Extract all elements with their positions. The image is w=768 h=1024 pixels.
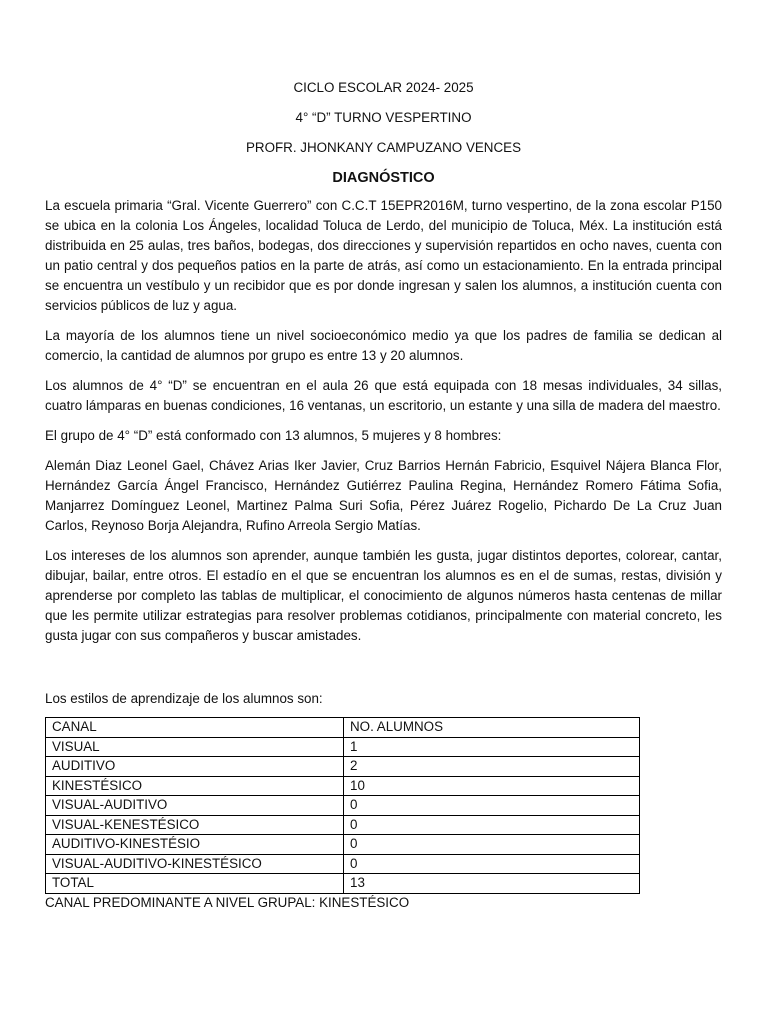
- learning-styles-table: [45, 717, 640, 894]
- table-header-cell: CANAL: [46, 718, 344, 738]
- table-cell-count: 2: [344, 757, 640, 777]
- paragraph-socioeconomic: La mayoría de los alumnos tiene un nivel socioeconómico medio ya que los padres de familia se dedican al comercio, la cantidad de alumnos por grupo es entre 13 y 20 alumnos.: [45, 328, 722, 363]
- table-row: [46, 737, 640, 757]
- table-cell-canal: VISUAL-KENESTÉSICO: [46, 815, 344, 835]
- paragraph-school-description: La escuela primaria “Gral. Vicente Guerrero” con C.C.T 15EPR2016M, turno vespertino, de la zona escolar P150 se ubica en la colonia Los Ángeles, localidad Toluca de Lerdo, del municipio de Toluca, Méx. La institución está distribuida en 25 aulas, tres baños, bodegas, dos direcciones y supervisión repartidos en ocho naves, cuenta con un patio central y dos pequeños patios en la parte de atrás, así como un estacionamiento. En la entrada principal se encuentra un vestíbulo y un recibidor que es por donde ingresan y salen los alumnos, a institución cuenta con servicios públicos de luz y agua.: [45, 198, 722, 313]
- table-row: [46, 757, 640, 777]
- table-row: [46, 835, 640, 855]
- table-cell-canal: TOTAL: [46, 874, 344, 894]
- table-cell-count: 13: [344, 874, 640, 894]
- predominant-channel-conclusion: CANAL PREDOMINANTE A NIVEL GRUPAL: KINESTÉSICO: [45, 894, 410, 910]
- document-title: DIAGNÓSTICO: [332, 170, 435, 186]
- table-cell-canal: VISUAL: [46, 737, 344, 757]
- table-cell-canal: AUDITIVO: [46, 757, 344, 777]
- table-cell-canal: AUDITIVO-KINESTÉSIO: [46, 835, 344, 855]
- table-header-cell: NO. ALUMNOS: [344, 718, 640, 738]
- paragraph-classroom: Los alumnos de 4° “D” se encuentran en el aula 26 que está equipada con 18 mesas individuales, 34 sillas, cuatro lámparas en buenas condiciones, 16 ventanas, un escritorio, un estante y una silla de madera del maestro.: [45, 378, 722, 413]
- table-row-total: [46, 874, 640, 894]
- table-cell-count: 10: [344, 776, 640, 796]
- table-cell-canal: VISUAL-AUDITIVO: [46, 796, 344, 816]
- table-row: [46, 854, 640, 874]
- paragraph-interests: Los intereses de los alumnos son aprender, aunque también les gusta, jugar distintos deportes, colorear, cantar, dibujar, bailar, entre otros. El estadío en el que se encuentran los alumnos es en el de sumas, restas, división y aprenderse por completo las tablas de multiplicar, el conocimiento de algunos números hasta centenas de millar que les permite utilizar estrategias para resolver problemas cotidianos, principalmente con material concreto, les gusta jugar con sus compañeros y buscar amistades.: [45, 548, 722, 643]
- table-row: [46, 815, 640, 835]
- table-cell-canal: VISUAL-AUDITIVO-KINESTÉSICO: [46, 854, 344, 874]
- table-cell-count: 0: [344, 796, 640, 816]
- table-cell-count: 0: [344, 815, 640, 835]
- table-cell-count: 0: [344, 835, 640, 855]
- table-header-row: [46, 718, 640, 738]
- table-row: [46, 796, 640, 816]
- paragraph-student-list: Alemán Diaz Leonel Gael, Chávez Arias Iker Javier, Cruz Barrios Hernán Fabricio, Esquivel Nájera Blanca Flor, Hernández García Ángel Francisco, Hernández Gutiérrez Paulina Regina, Hernández Romero Fátima Sofia, Manjarrez Domínguez Leonel, Martinez Palma Suri Sofia, Pérez Juárez Rogelio, Pichardo De La Cruz Juan Carlos, Reynoso Borja Alejandra, Rufino Arreola Sergio Matías.: [45, 458, 722, 533]
- group-label: 4° “D” TURNO VESPERTINO: [295, 110, 472, 125]
- school-year: CICLO ESCOLAR 2024- 2025: [293, 80, 474, 95]
- table-cell-count: 1: [344, 737, 640, 757]
- table-intro: Los estilos de aprendizaje de los alumnos son:: [45, 691, 323, 706]
- table-cell-count: 0: [344, 854, 640, 874]
- table-row: [46, 776, 640, 796]
- teacher-name: PROFR. JHONKANY CAMPUZANO VENCES: [245, 140, 522, 155]
- table-cell-canal: KINESTÉSICO: [46, 776, 344, 796]
- document-page: [45, 78, 722, 912]
- spacer: [45, 656, 722, 690]
- paragraph-group-composition: El grupo de 4° “D” está conformado con 13 alumnos, 5 mujeres y 8 hombres:: [45, 428, 502, 443]
